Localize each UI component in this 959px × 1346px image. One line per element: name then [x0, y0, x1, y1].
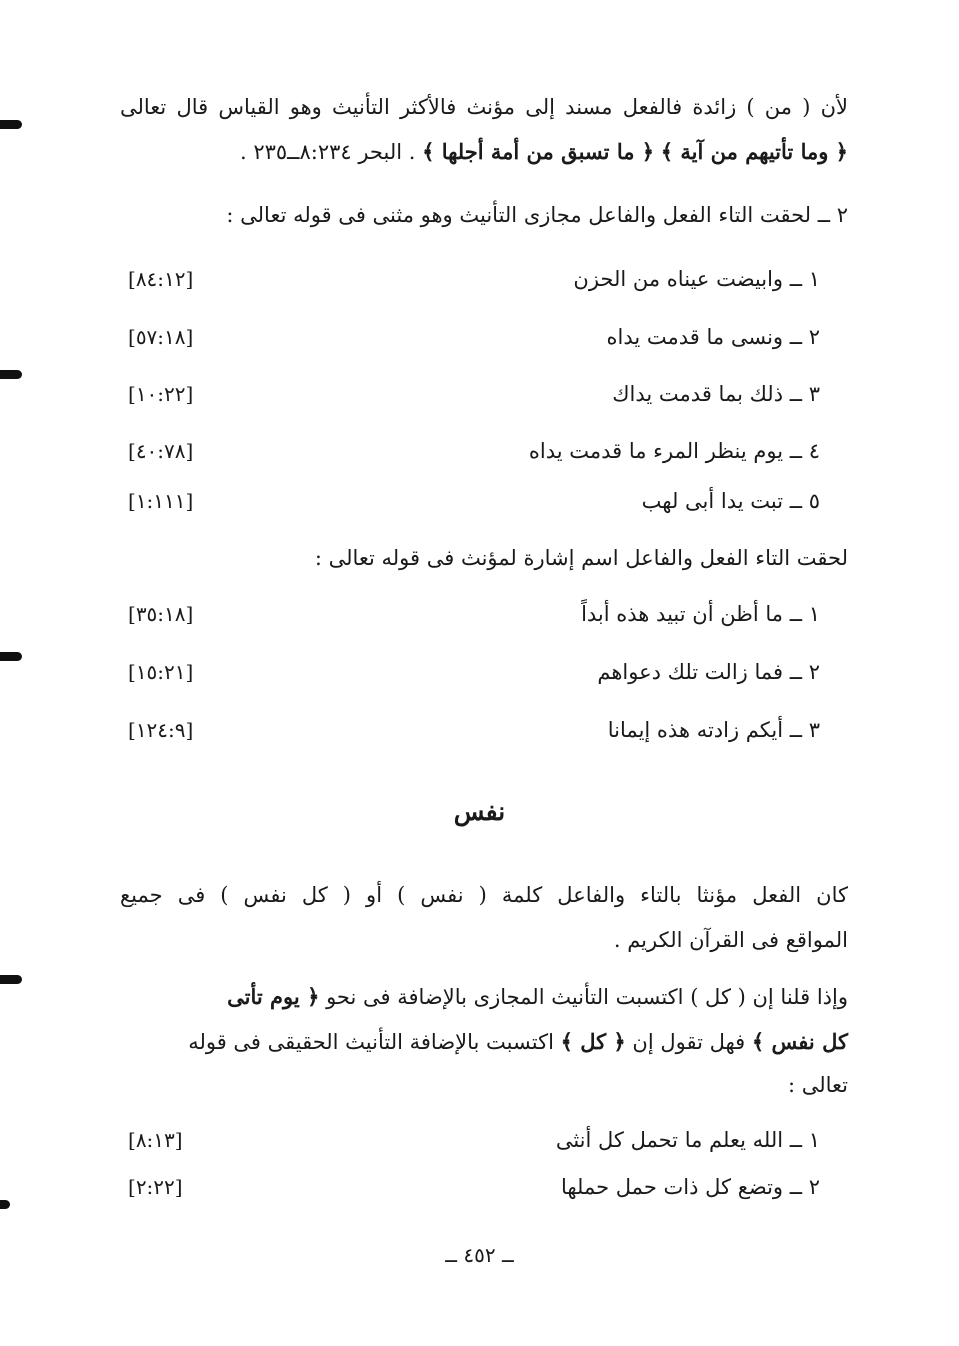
verse-reference: [٥٧:١٨]	[128, 325, 194, 349]
para5-line3: تعالى :	[787, 1073, 848, 1097]
list-item	[128, 434, 820, 468]
para3-intro: لحقت التاء الفعل والفاعل اسم إشارة لمؤنث فى قوله تعالى :	[314, 546, 848, 570]
verse-text: ١ ــ الله يعلم ما تحمل كل أنثى	[555, 1128, 820, 1152]
scan-mark	[0, 370, 22, 379]
quran-quote: ﴿ يوم تأتى	[227, 984, 320, 1009]
verse-reference: [٨:١٣]	[128, 1128, 183, 1152]
verse-reference: [١٢٤:٩]	[128, 718, 194, 742]
verse-text: ٣ ــ ذلك بما قدمت يداك	[612, 382, 820, 406]
scan-mark	[0, 652, 22, 661]
verse-reference: [٣٥:١٨]	[128, 602, 194, 626]
verse-text: ٢ ــ فما زالت تلك دعواهم	[597, 660, 820, 684]
scan-mark	[0, 120, 22, 129]
para2-intro: ٢ ــ لحقت التاء الفعل والفاعل مجازى التأنيث وهو مثنى فى قوله تعالى :	[226, 203, 848, 227]
source-reference: . البحر ٨:٢٣٤ــ٢٣٥ .	[239, 140, 416, 164]
para1-line1: لأن ( من ) زائدة فالفعل مسند إلى مؤنث فالأكثر التأنيث وهو القياس قال تعالى	[120, 95, 848, 119]
para4-line1: كان الفعل مؤنثا بالتاء والفاعل كلمة ( نفس ) أو ( كل نفس ) فى جميع	[120, 883, 848, 907]
verse-reference: [١٥:٢١]	[128, 660, 194, 684]
body-text: فهل تقول إن	[632, 1030, 746, 1054]
page-number: ــ ٤٥٢ ــ	[445, 1243, 514, 1267]
list-item	[128, 713, 820, 747]
verse-reference: [٤٠:٧٨]	[128, 439, 194, 463]
body-text: وإذا قلنا إن ( كل ) اكتسبت التأنيث المجازى بالإضافة فى نحو	[326, 985, 848, 1009]
list-item	[128, 1170, 820, 1204]
verse-text: ١ ــ ما أظن أن تبيد هذه أبداً	[581, 602, 820, 626]
list-item	[128, 655, 820, 689]
verse-reference: [١٠:٢٢]	[128, 382, 194, 406]
verse-reference: [١:١١١]	[128, 489, 194, 513]
quran-quote: ﴿ كل ﴾	[560, 1029, 626, 1054]
list-item	[128, 320, 820, 354]
para4-line2: المواقع فى القرآن الكريم .	[613, 928, 848, 952]
verse-text: ١ ــ وابيضت عيناه من الحزن	[573, 267, 820, 291]
verse-reference: [٢:٢٢]	[128, 1175, 183, 1199]
list-item	[128, 597, 820, 631]
quran-quote: كل نفس ﴾	[751, 1029, 848, 1054]
verse-reference: [٨٤:١٢]	[128, 267, 194, 291]
verse-text: ٤ ــ يوم ينظر المرء ما قدمت يداه	[528, 439, 820, 463]
quran-quote: ﴿ ما تسبق من أمة أجلها ﴾	[422, 139, 655, 164]
para5-line2	[120, 1025, 848, 1059]
quran-quote: ﴿ وما تأتيهم من آية ﴾	[660, 139, 848, 164]
body-text: اكتسبت بالإضافة التأنيث الحقيقى فى قوله	[188, 1030, 554, 1054]
section-heading: نفس	[453, 797, 506, 826]
scan-mark	[0, 1200, 10, 1209]
scan-mark	[0, 975, 22, 984]
list-item	[128, 1123, 820, 1157]
list-item	[128, 484, 820, 518]
verse-text: ٢ ــ ونسى ما قدمت يداه	[606, 325, 820, 349]
para1-line2	[120, 135, 848, 169]
verse-text: ٢ ــ وتضع كل ذات حمل حملها	[560, 1175, 820, 1199]
verse-text: ٥ ــ تبت يدا أبى لهب	[641, 489, 820, 513]
list-item	[128, 377, 820, 411]
para5-line1	[120, 980, 848, 1014]
verse-text: ٣ ــ أيكم زادته هذه إيمانا	[607, 718, 820, 742]
list-item	[128, 262, 820, 296]
